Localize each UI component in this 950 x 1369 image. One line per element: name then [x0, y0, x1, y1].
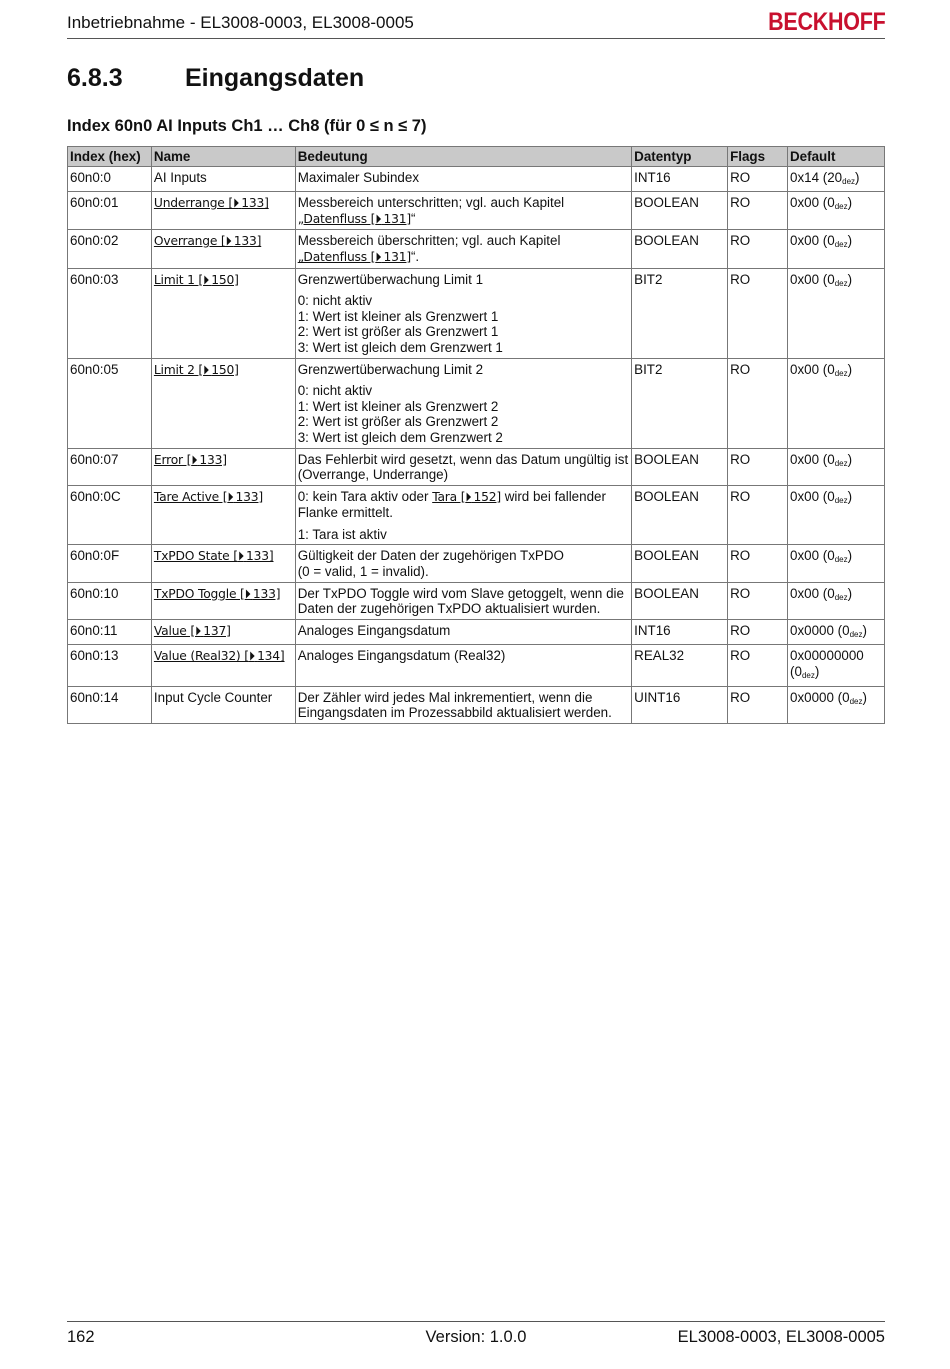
play-arrow-icon: ⏵	[237, 549, 244, 564]
product-label: EL3008-0003, EL3008-0005	[677, 1328, 885, 1346]
cell-bedeutung: Grenzwertüberwachung Limit 2 0: nicht aktiv 1: Wert ist kleiner als Grenzwert 2 2: Wert ist größer als Grenzwert 2 3: Wert ist gleich dem Grenzwert 2	[295, 358, 631, 448]
cell-default: 0x00 $(0_{dez})$	[788, 545, 885, 582]
cell-index: 60n0:05	[68, 358, 152, 448]
txpdo-toggle-link[interactable]: TxPDO Toggle [⏵ 133]	[153, 586, 281, 601]
cell-index: 60n0:01	[68, 192, 152, 230]
cell-bedeutung: Der Zähler wird jedes Mal inkrementiert, wenn die Eingangsdaten im Prozessabbild aktualisiert werden.	[295, 686, 631, 723]
cell-datentyp: BOOLEAN	[632, 545, 728, 582]
underrange-link[interactable]: Underrange [⏵ 133]	[153, 196, 269, 211]
cell-index: 60n0:02	[68, 230, 152, 268]
cell-name	[151, 545, 295, 582]
play-arrow-icon: ⏵	[244, 586, 251, 601]
cell-flags: RO	[728, 686, 788, 723]
cell-datentyp: BIT2	[632, 358, 728, 448]
column-header-bedeutung: Bedeutung	[295, 147, 631, 167]
cell-flags: RO	[728, 358, 788, 448]
cell-name	[151, 192, 295, 230]
cell-index: 60n0:0C	[68, 485, 152, 545]
play-arrow-icon: ⏵	[232, 196, 239, 211]
cell-index: 60n0:10	[68, 582, 152, 619]
play-arrow-icon: ⏵	[375, 249, 382, 264]
cell-name	[151, 582, 295, 619]
cell-flags: RO	[728, 166, 788, 192]
cell-datentyp: BOOLEAN	[632, 230, 728, 268]
cell-index: 60n0:11	[68, 619, 152, 645]
cell-bedeutung: 0: kein Tara aktiv oder Tara [⏵ 152] wird bei fallender Flanke ermittelt. 1: Tara ist aktiv	[295, 485, 631, 545]
cell-name: Input Cycle Counter	[151, 686, 295, 723]
cell-name	[151, 268, 295, 358]
table-row	[68, 485, 885, 545]
play-arrow-icon: ⏵	[191, 452, 198, 467]
cell-flags: RO	[728, 582, 788, 619]
limit-1-link[interactable]: Limit 1 [⏵ 150]	[153, 272, 239, 287]
cell-index: 60n0:0F	[68, 545, 152, 582]
table-row	[68, 645, 885, 686]
cell-datentyp: INT16	[632, 166, 728, 192]
table-caption: Index 60n0 AI Inputs Ch1 … Ch8 (für 0 ≤ n ≤ 7)	[67, 117, 427, 135]
cell-name	[151, 448, 295, 485]
cell-default: 0x00 $(0_{dez})$	[788, 485, 885, 545]
play-arrow-icon: ⏵	[194, 623, 201, 638]
play-arrow-icon: ⏵	[375, 211, 382, 226]
section-number: 6.8.3	[67, 64, 123, 92]
cell-default: 0x00 $(0_{dez})$	[788, 448, 885, 485]
table-row	[68, 545, 885, 582]
header-title: Inbetriebnahme - EL3008-0003, EL3008-0005	[67, 13, 414, 32]
cell-default: 0x00 $(0_{dez})$	[788, 230, 885, 268]
value-link[interactable]: Value [⏵ 137]	[153, 623, 231, 638]
table-row	[68, 230, 885, 268]
limit-2-link[interactable]: Limit 2 [⏵ 150]	[153, 362, 239, 377]
column-header-name: Name	[151, 147, 295, 167]
cell-datentyp: UINT16	[632, 686, 728, 723]
play-arrow-icon: ⏵	[465, 489, 472, 504]
cell-datentyp: BIT2	[632, 268, 728, 358]
table-row	[68, 686, 885, 723]
cell-bedeutung: Das Fehlerbit wird gesetzt, wenn das Datum ungültig ist (Overrange, Underrange)	[295, 448, 631, 485]
column-header-index: Index (hex)	[68, 147, 152, 167]
version-label: Version: 1.0.0	[425, 1328, 527, 1346]
section-title: Eingangsdaten	[185, 64, 365, 92]
cell-default: 0x00 $(0_{dez})$	[788, 268, 885, 358]
cell-index: 60n0:03	[68, 268, 152, 358]
column-header-flags: Flags	[728, 147, 788, 167]
cell-name	[151, 619, 295, 645]
table-row	[68, 358, 885, 448]
overrange-link[interactable]: Overrange [⏵ 133]	[153, 234, 262, 249]
table-row	[68, 619, 885, 645]
cell-flags: RO	[728, 268, 788, 358]
cell-bedeutung: Analoges Eingangsdatum	[295, 619, 631, 645]
cell-flags: RO	[728, 448, 788, 485]
cell-default: 0x14 $(20_{dez})$	[788, 166, 885, 192]
value-real32-link[interactable]: Value (Real32) [⏵ 134]	[153, 649, 285, 664]
cell-datentyp: BOOLEAN	[632, 448, 728, 485]
cell-default: 0x00000000 $(0_{dez})$	[788, 645, 885, 686]
error-link[interactable]: Error [⏵ 133]	[153, 452, 227, 467]
table-header-row	[68, 147, 885, 167]
beckhoff-logo: BECKHOFF	[767, 8, 885, 36]
txpdo-state-link[interactable]: TxPDO State [⏵ 133]	[153, 549, 274, 564]
play-arrow-icon: ⏵	[227, 489, 234, 504]
cell-datentyp: BOOLEAN	[632, 485, 728, 545]
cell-bedeutung: Gültigkeit der Daten der zugehörigen TxPDO (0 = valid, 1 = invalid).	[295, 545, 631, 582]
cell-bedeutung: Messbereich unterschritten; vgl. auch Kapitel „Datenfluss [⏵ 131]“	[295, 192, 631, 230]
cell-bedeutung: Analoges Eingangsdatum (Real32)	[295, 645, 631, 686]
cell-bedeutung: Messbereich überschritten; vgl. auch Kapitel „Datenfluss [⏵ 131]“.	[295, 230, 631, 268]
cell-default: 0x0000 $(0_{dez})$	[788, 619, 885, 645]
cell-datentyp: REAL32	[632, 645, 728, 686]
cell-default: 0x00 $(0_{dez})$	[788, 582, 885, 619]
cell-default: 0x00 $(0_{dez})$	[788, 192, 885, 230]
cell-default: 0x0000 $(0_{dez})$	[788, 686, 885, 723]
table-row	[68, 448, 885, 485]
cell-name	[151, 485, 295, 545]
play-arrow-icon: ⏵	[248, 649, 255, 664]
page-footer	[67, 1321, 885, 1348]
cell-name	[151, 358, 295, 448]
cell-index: 60n0:14	[68, 686, 152, 723]
cell-datentyp: BOOLEAN	[632, 192, 728, 230]
cell-index: 60n0:07	[68, 448, 152, 485]
column-header-default: Default	[788, 147, 885, 167]
cell-bedeutung: Der TxPDO Toggle wird vom Slave getoggelt, wenn die Daten der zugehörigen TxPDO aktualisiert wurden.	[295, 582, 631, 619]
cell-index: 60n0:0	[68, 166, 152, 192]
cell-flags: RO	[728, 545, 788, 582]
cell-flags: RO	[728, 230, 788, 268]
play-arrow-icon: ⏵	[225, 234, 232, 249]
cell-bedeutung: Grenzwertüberwachung Limit 1 0: nicht aktiv 1: Wert ist kleiner als Grenzwert 1 2: Wert ist größer als Grenzwert 1 3: Wert ist gleich dem Grenzwert 1	[295, 268, 631, 358]
datenfluss-link[interactable]: „Datenfluss [⏵ 131]	[297, 249, 411, 264]
cell-flags: RO	[728, 619, 788, 645]
cell-default: 0x00 $(0_{dez})$	[788, 358, 885, 448]
cell-datentyp: BOOLEAN	[632, 582, 728, 619]
datenfluss-link[interactable]: „Datenfluss [⏵ 131]	[297, 211, 411, 226]
play-arrow-icon: ⏵	[203, 272, 209, 287]
page-number: 162	[67, 1328, 95, 1346]
cell-datentyp: INT16	[632, 619, 728, 645]
table-row	[68, 166, 885, 192]
cell-name: AI Inputs	[151, 166, 295, 192]
table-row	[68, 192, 885, 230]
table-row	[68, 268, 885, 358]
table-row	[68, 582, 885, 619]
cell-flags: RO	[728, 485, 788, 545]
cell-flags: RO	[728, 645, 788, 686]
cell-bedeutung: Maximaler Subindex	[295, 166, 631, 192]
cell-index: 60n0:13	[68, 645, 152, 686]
play-arrow-icon: ⏵	[203, 362, 209, 377]
cell-flags: RO	[728, 192, 788, 230]
cell-name	[151, 230, 295, 268]
tara-link[interactable]: Tara [⏵ 152]	[432, 489, 501, 504]
object-table	[67, 146, 885, 724]
column-header-datentyp: Datentyp	[632, 147, 728, 167]
page-header	[67, 8, 885, 39]
section-heading	[67, 64, 364, 93]
tare-active-link[interactable]: Tare Active [⏵ 133]	[153, 489, 264, 504]
cell-name	[151, 645, 295, 686]
